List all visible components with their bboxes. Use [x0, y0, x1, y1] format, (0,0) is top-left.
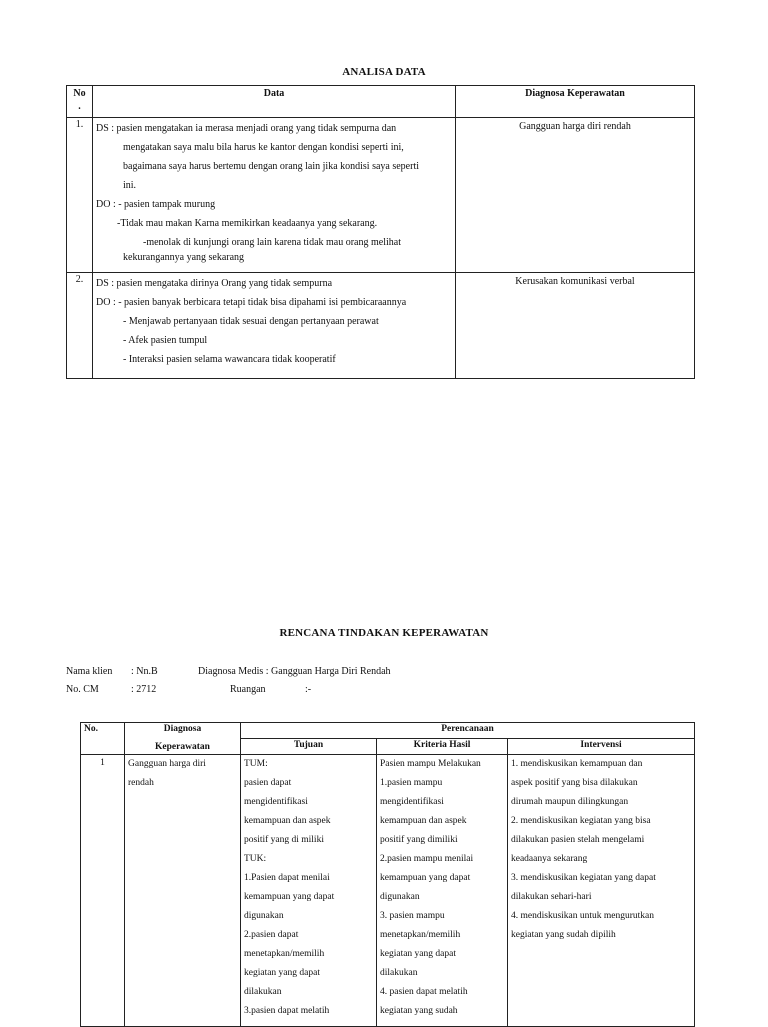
- data-line: kekurangannya yang sekarang: [123, 252, 245, 263]
- tujuan-cell: [241, 755, 377, 1027]
- rencana-title: RENCANA TINDAKAN KEPERAWATAN: [279, 627, 489, 639]
- cell-line: Pasien mampu Melakukan: [380, 759, 481, 769]
- cell-line: kemampuan dan aspek: [244, 816, 331, 826]
- cell-line: 4. pasien dapat melatih: [380, 987, 468, 997]
- data-line: - Interaksi pasien selama wawancara tidak kooperatif: [123, 354, 336, 365]
- row-number: 1: [81, 755, 125, 1027]
- data-line: DS : pasien mengataka dirinya Orang yang tidak sempurna: [96, 278, 333, 289]
- cell-line: 3. pasien mampu: [380, 911, 445, 921]
- data-line: -Tidak mau makan Karna memikirkan keadaanya yang sekarang.: [117, 218, 378, 229]
- cell-line: aspek positif yang bisa dilakukan: [511, 778, 638, 788]
- no-cm-value: : 2712: [131, 684, 157, 695]
- cell-line: dilakukan pasien stelah mengelami: [511, 835, 645, 845]
- data-line: ini.: [123, 180, 137, 191]
- header-diagnosa: [125, 723, 241, 755]
- cell-line: 2.pasien mampu menilai: [380, 854, 474, 864]
- header-intervensi: Intervensi: [508, 739, 695, 755]
- analisa-header-row: [67, 86, 695, 118]
- nama-klien-label: Nama klien: [66, 666, 113, 677]
- data-line: bagaimana saya harus bertemu dengan orang lain jika kondisi saya seperti: [123, 161, 420, 172]
- cell-line: mengidentifikasi: [380, 797, 444, 807]
- cell-line: kemampuan dan aspek: [380, 816, 467, 826]
- analisa-table: [66, 85, 695, 379]
- cell-line: 3. mendiskusikan kegiatan yang dapat: [511, 873, 656, 883]
- nama-klien-value: : Nn.B: [131, 666, 158, 677]
- cell-line: kegiatan yang sudah dipilih: [511, 930, 616, 940]
- header-no-bottom: .: [78, 101, 81, 112]
- cell-line: menetapkan/memilih: [244, 949, 325, 959]
- ruangan-label: Ruangan: [230, 684, 266, 695]
- cell-line: 2.pasien dapat: [244, 930, 299, 940]
- header-data: Data: [93, 86, 456, 118]
- data-cell: [93, 273, 456, 379]
- diagnosa-medis: Diagnosa Medis : Gangguan Harga Diri Rendah: [198, 666, 391, 677]
- no-cm-label: No. CM: [66, 684, 99, 695]
- header-diagnosa: Diagnosa Keperawatan: [456, 86, 695, 118]
- cell-line: digunakan: [244, 911, 284, 921]
- data-cell: [93, 118, 456, 273]
- diagnosa-cell: Kerusakan komunikasi verbal: [456, 273, 695, 379]
- cell-line: 4. mendiskusikan untuk mengurutkan: [511, 911, 655, 921]
- cell-line: keadaanya sekarang: [511, 854, 588, 864]
- header-diagnosa-bottom: Keperawatan: [155, 742, 210, 752]
- cell-line: digunakan: [380, 892, 420, 902]
- cell-line: TUK:: [244, 854, 267, 864]
- cell-line: 1. mendiskusikan kemampuan dan: [511, 759, 643, 769]
- table-row: [67, 273, 695, 379]
- cell-line: dirumah maupun dilingkungan: [511, 797, 629, 807]
- cell-line: 1.Pasien dapat menilai: [244, 873, 330, 883]
- cell-line: rendah: [128, 778, 154, 788]
- kriteria-cell: [377, 755, 508, 1027]
- data-line: DO : - pasien tampak murung: [96, 199, 216, 210]
- table-row: [81, 755, 695, 1027]
- header-no-top: No: [73, 88, 86, 99]
- cell-line: 3.pasien dapat melatih: [244, 1006, 330, 1016]
- cell-line: dilakukan sehari-hari: [511, 892, 592, 902]
- table-row: [67, 118, 695, 273]
- cell-line: pasien dapat: [244, 778, 292, 788]
- data-line: - Menjawab pertanyaan tidak sesuai dengan pertanyaan perawat: [123, 316, 379, 327]
- cell-line: kemampuan yang dapat: [244, 892, 335, 902]
- cell-line: kemampuan yang dapat: [380, 873, 471, 883]
- cell-line: kegiatan yang dapat: [244, 968, 320, 978]
- cell-line: 2. mendiskusikan kegiatan yang bisa: [511, 816, 651, 826]
- cell-line: mengidentifikasi: [244, 797, 308, 807]
- rencana-header-row-1: [81, 723, 695, 739]
- cell-line: positif yang di miliki: [244, 835, 324, 845]
- header-no: No.: [81, 723, 125, 755]
- row-number: 2.: [67, 273, 93, 379]
- data-line: -menolak di kunjungi orang lain karena tidak mau orang melihat: [143, 237, 401, 248]
- cell-line: positif yang dimiliki: [380, 835, 458, 845]
- header-perencanaan: Perencanaan: [241, 723, 695, 739]
- cell-line: Gangguan harga diri: [128, 759, 206, 769]
- cell-line: kegiatan yang sudah: [380, 1006, 458, 1016]
- cell-line: kegiatan yang dapat: [380, 949, 456, 959]
- data-line: DS : pasien mengatakan ia merasa menjadi orang yang tidak sempurna dan: [96, 123, 397, 134]
- header-diagnosa-top: Diagnosa: [163, 724, 202, 734]
- header-tujuan: Tujuan: [241, 739, 377, 755]
- ruangan-value: :-: [305, 684, 312, 695]
- data-line: DO : - pasien banyak berbicara tetapi tidak bisa dipahami isi pembicaraannya: [96, 297, 407, 308]
- cell-line: dilakukan: [380, 968, 418, 978]
- cell-line: 1.pasien mampu: [380, 778, 443, 788]
- rencana-table: [80, 722, 695, 1027]
- cell-line: dilakukan: [244, 987, 282, 997]
- cell-line: menetapkan/memilih: [380, 930, 461, 940]
- data-line: mengatakan saya malu bila harus ke kantor dengan kondisi seperti ini,: [123, 142, 404, 153]
- header-kriteria: Kriteria Hasil: [377, 739, 508, 755]
- analisa-title: ANALISA DATA: [342, 66, 426, 78]
- header-no: [67, 86, 93, 118]
- intervensi-cell: [508, 755, 695, 1027]
- row-number: 1.: [67, 118, 93, 273]
- cell-line: TUM:: [244, 759, 268, 769]
- data-line: - Afek pasien tumpul: [123, 335, 208, 346]
- diagnosa-cell: [125, 755, 241, 1027]
- diagnosa-cell: Gangguan harga diri rendah: [456, 118, 695, 273]
